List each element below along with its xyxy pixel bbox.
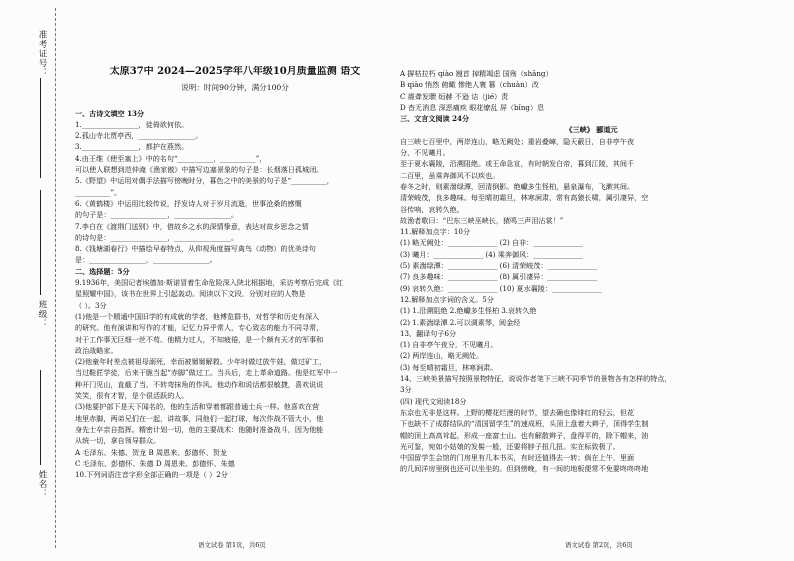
- left-line: (1)他是一个精通中国旧学的有成就的学者，他博览群书，对哲学和历史有深入: [75, 311, 320, 321]
- left-line: A 毛泽东、朱德、贺龙 B 周恩来、彭德怀、贺龙: [75, 447, 227, 457]
- right-line: (7) 良多趣味：______________ (8) 属引凄异：______________: [400, 272, 598, 282]
- name-line: [40, 370, 41, 465]
- left-page: [75, 0, 395, 480]
- left-line: 政治战略家。: [75, 345, 118, 355]
- right-line: 三、文言文阅读 24分: [400, 114, 470, 124]
- right-line: (2) 两岸连山，略无阙处。: [400, 351, 484, 361]
- left-line: 3.________________，都护在燕然。: [75, 142, 189, 152]
- left-line: 1.________________，徒倚欲何依。: [75, 119, 189, 129]
- left-line: (2)他童年时差点被祖母溺死，幸而被舅舅解救。少年时做过放牛娃，做过矿工，: [75, 357, 327, 367]
- left-line: 5.《野望》中运用对偶手法描写傍晚时分，暮色之中的美景的句子是“__________，: [75, 176, 334, 186]
- left-line: 6.《黄鹤楼》中运用比较传说，抒发诗人对于岁月流逝，世事沧桑的感慨: [75, 198, 302, 208]
- left-questions: [75, 108, 395, 481]
- right-line: 春冬之时，则素湍绿潭，回清倒影。绝巘多生怪柏，悬泉瀑布，飞漱其间。: [400, 181, 635, 191]
- right-line: (9) 哀转久绝：______________ (10) 夏水襄陵：______________: [400, 283, 602, 293]
- paper-instructions: 说明：时间90分钟，满分100分: [181, 83, 289, 93]
- right-line: (5) 素湍绿潭：______________ (6) 清荣峻茂：______________: [400, 261, 598, 271]
- left-line: 种开门见山，直截了当、不转弯抹角的作风。他动作和说话都很敏捷，喜欢说说: [75, 379, 324, 389]
- left-line: C 毛泽东、彭德怀、朱德 D 周恩来、彭德怀、朱德: [75, 458, 235, 468]
- left-line: 身先士卒亲自指挥。精密计划一切，他的主要战术：他随时准备战斗，因为他能: [75, 424, 324, 434]
- left-line: 10.下列词语注音字形全部正确的一项是（ ）2分: [75, 470, 228, 480]
- left-line: 从统一切，拿自领导群众。: [75, 436, 161, 446]
- left-line: 2.孤山寺北贾亭西，________________。: [75, 131, 203, 141]
- class-label: 班级：: [37, 300, 47, 329]
- right-line: A 摒枯拉朽 qiào 翘首 掉精竭虑 国殇（shāng）: [400, 69, 553, 78]
- right-line: 自三峡七百里中，两岸连山，略无阙处；重岩叠嶂，隐天蔽日，自非亭午夜: [400, 136, 635, 146]
- right-line: 12.解释加点字词的含义。5分: [400, 294, 494, 304]
- left-line: 的研究。他有演讲和写作的才能，记忆力异乎常人，专心致志的能力不同寻常，: [75, 323, 324, 333]
- right-line: (2) 1.素湍绿潭 2.可以调素琴，阅金经: [400, 317, 521, 327]
- right-line: 13、翻译句子6分: [400, 328, 457, 338]
- right-line: 故渔者歌曰：“巴东三峡巫峡长，猿鸣三声泪沾裳！”: [400, 215, 564, 225]
- page-footer-2: 语文试卷 第2页，共6页: [565, 541, 633, 549]
- right-line: 至于夏水襄陵，沿溯阻绝。或王命急宣，有时朝发白帝，暮到江陵，其间千: [400, 159, 635, 169]
- right-line: 14、三峡美景描写按照景物特征，说说作者笔下三峡不同季节的景物各有怎样的特点，: [400, 374, 672, 384]
- left-line: 笑笑，很有才智，是个很活跃的人。: [75, 391, 189, 401]
- left-line: 9.1936年，美国记者埃德加·斯诺冒着生命危险深入陕北根据地，采访考察后完成《红: [75, 278, 344, 288]
- right-line: C 震聋发聩 烜赫 不逊 诘（jié）责: [400, 91, 509, 101]
- left-line: 的句子是：________________，________________。: [75, 210, 239, 220]
- page-footer-1: 语文试卷 第1页，共6页: [198, 541, 266, 549]
- left-line: 地里赤脚，两弟兄们在一起，讲故事，同他们一起打球，每次作战不管大小，他: [75, 413, 324, 423]
- paper-title: 太原37中 2024—2025学年八年级10月质量监测 语文: [109, 66, 361, 77]
- left-line: （ ）。3分: [75, 300, 107, 310]
- right-line: (3) 曦月：______________ (4) 乘奔御风：______________: [400, 249, 583, 259]
- right-line: 3分: [400, 385, 412, 395]
- right-line: B qiāo 悄然 俯瞰 惨绝人寰 篡（chuàn）改: [400, 80, 539, 90]
- right-line: (1) 1.沿溯阻绝 2.绝巘多生怪柏 3.哀转久绝: [400, 306, 537, 316]
- right-page: [400, 0, 783, 475]
- class-line: [40, 190, 41, 295]
- name-label: 姓名：: [37, 470, 47, 499]
- right-line: (四) 现代文阅读18分: [400, 396, 467, 406]
- right-line: 下也缺不了成群结队的“清国留学生”的速成班，头顶上盘着大辫子，顶得学生制: [400, 419, 649, 429]
- right-line: 分，不见曦月。: [400, 148, 450, 158]
- exam-number-label: 准考证号：: [37, 30, 47, 78]
- right-line: D 杳无消息 深恶痛疾 眼花缭乱 屏（bǐng）息: [400, 102, 545, 112]
- right-line: 11.解释加点字：10分: [400, 227, 470, 237]
- right-line: 光可鉴，宛如小姑娘的发髻一般，还要将脖子扭几扭。实在标致极了。: [400, 441, 620, 451]
- left-line: (3)他要护部下是天下闻名的，他的生活和穿着都跟普通士兵一样。他喜欢在营: [75, 402, 320, 412]
- cut-line: [55, 8, 56, 548]
- right-line: 清荣峻茂，良多趣味。每至晴初霜旦，林寒涧肃，常有高猿长啸，属引凄异，空: [400, 193, 649, 203]
- left-line: 可以使人联想到范仲淹《渔家傲》中描写边塞景象的句子是：长烟落日孤城闭。: [75, 165, 324, 175]
- left-line: __________”。: [75, 187, 122, 197]
- left-line: 星照耀中国》，该书在世界上引起轰动。阅读以下文段，分别对应的人物是: [75, 289, 306, 299]
- right-line: (1) 略无阙处：______________ (2) 自非：______________: [400, 238, 583, 248]
- left-line: 7.李白在《渡荆门送别》中，借故乡之水的深情挚意，表达对故乡思念之情: [75, 221, 309, 231]
- left-line: 对于工作事无巨细一丝不苟。他精力过人，不知疲倦，是一个颇有天才的军事和: [75, 334, 324, 344]
- left-line: 的诗句是：________________，________________。: [75, 232, 239, 242]
- exam-number-line: [40, 78, 41, 178]
- right-line: 中国留学生会馆的门房里有几本书买，有时还值得去一转；倘在上午，里面: [400, 453, 635, 463]
- left-line: 当过鞋匠学徒，后来干脆当起“赤脚”做过工。当兵后，走上革命道路。他是红军中一: [75, 368, 338, 378]
- right-line: 帽的顶上高高耸起，形成一座富士山。也有解散辫子，盘得平的，除下帽来，油: [400, 430, 649, 440]
- right-line: 二百里，虽乘奔御风不以疾也。: [400, 170, 500, 180]
- binding-margin: [0, 0, 70, 561]
- right-questions: [400, 68, 783, 475]
- right-line: (1) 自非亭午夜分，不见曦月。: [400, 340, 498, 350]
- right-line: 谷传响，哀转久绝。: [400, 204, 464, 214]
- right-line: 东京也无非是这样。上野的樱花烂漫的时节，望去确也像绯红的轻云，但花: [400, 407, 635, 417]
- right-line: 《三峡》 郦道元: [565, 125, 618, 135]
- left-line: 二、选择题：5分: [75, 266, 130, 276]
- left-line: 是：________________，________________。: [75, 255, 217, 265]
- left-line: 4.由王维《使至塞上》中的名句“__________，__________”，: [75, 153, 267, 163]
- left-line: 8.《钱塘湖春行》中描绘早春特点，从仰视角度描写禽鸟（动物）的优美诗句: [75, 244, 316, 254]
- right-line: 的几间洋房里倒也还可以坐坐的。但到傍晚，有一间的地板便常不免要咚咚咚地: [400, 464, 649, 474]
- left-line: 一、古诗文填空 13分: [75, 108, 145, 118]
- right-line: (3) 每至晴初霜旦，林寒涧肃。: [400, 362, 498, 372]
